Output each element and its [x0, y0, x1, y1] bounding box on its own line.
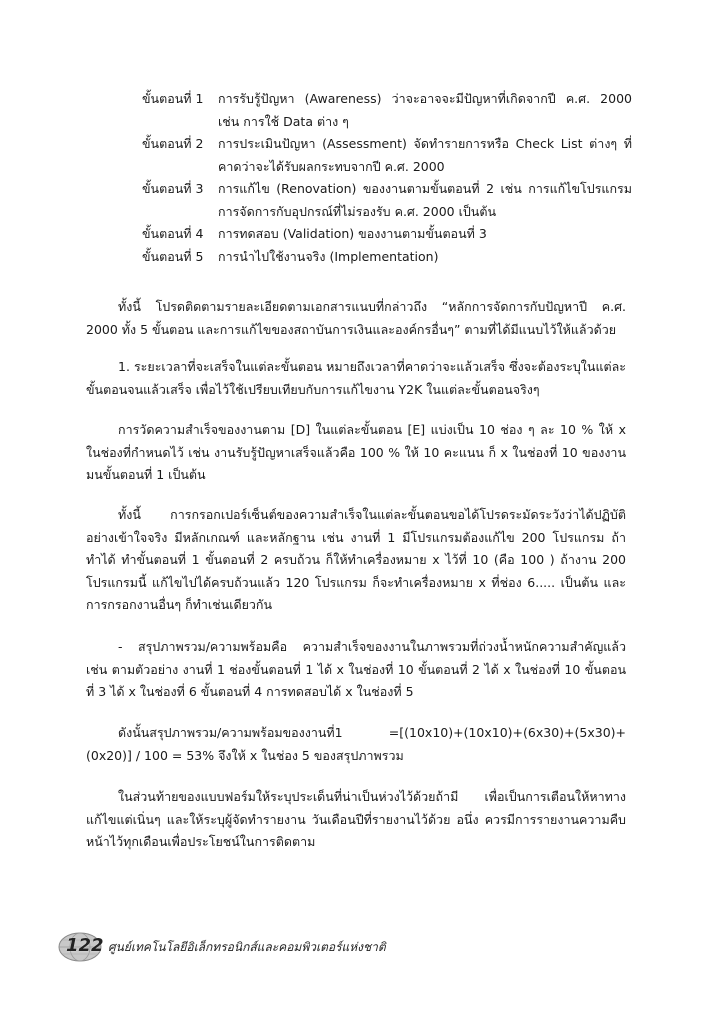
step-text: การรับรู้ปัญหา (Awareness) ว่าจะอาจจะมีปัญหาที่เกิดจากปี ค.ศ. 2000 เช่น การใช้ Data ต่าง ๆ: [218, 91, 632, 129]
step-item: [142, 178, 632, 223]
paragraph-summary-definition: - สรุปภาพรวม/ความพร้อมคือ ความสำเร็จของงานในภาพรวมที่ถ่วงน้ำหนักความสำคัญแล้ว เช่น ตามตัวอย่าง งานที่ 1 ช่องขั้นตอนที่ 1 ได้ x ในช่องที่ 10 ขั้นตอนที่ 2 ได้ x ในช่องที่ 10 ขั้นตอนที่ 3 ได้ x ในช่องที่ 6 ขั้นตอนที่ 4 การทดสอบได้ x ในช่องที่ 5: [86, 639, 626, 699]
step-label: ขั้นตอนที่ 1: [142, 91, 204, 106]
step-list: [142, 88, 632, 268]
paragraph-percentage-note: ทั้งนี้ การกรอกเปอร์เซ็นต์ของความสำเร็จในแต่ละขั้นตอนขอได้โปรดระมัดระวังว่าได้ปฏิบัติอย่างเข้าใจจริง มีหลักเกณฑ์ และหลักฐาน เช่น งานที่ 1 มีโปรแกรมต้องแก้ไข 200 โปรแกรม ถ้าทำได้ ทำขั้นตอนที่ 1 ขั้นตอนที่ 2 ครบถ้วน ก็ให้ทำเครื่องหมาย x ไว้ที่ 10 (คือ 100 ) ถ้างาน 200 โปรแกรมนี้ แก้ไขไปได้ครบถ้วนแล้ว 120 โปรแกรม ก็จะทำเครื่องหมาย x ที่ช่อง 6..... เป็นต้น และการกรอกงานอื่นๆ ก็ทำเช่นเดียวกัน: [86, 507, 626, 612]
step-label: ขั้นตอนที่ 3: [142, 181, 204, 196]
step-item: [142, 223, 632, 246]
step-text: การแก้ไข (Renovation) ของงานตามขั้นตอนที่ 2 เช่น การแก้ไขโปรแกรม การจัดการกับอุปกรณ์ที่ไม่รองรับ ค.ศ. 2000 เป็นต้น: [218, 181, 632, 219]
step-label: ขั้นตอนที่ 4: [142, 226, 204, 241]
paragraph-reference: ทั้งนี้ โปรดติดตามรายละเอียดตามเอกสารแนบที่กล่าวถึง “หลักการจัดการกับปัญหาปี ค.ศ. 2000 ทั้ง 5 ขั้นตอน และการแก้ไขของสถาบันการเงินและองค์กรอื่นๆ” ตามที่ได้มีแนบไว้ให้แล้วด้วย: [86, 299, 626, 337]
step-item: [142, 133, 632, 178]
paragraph-timeline: 1. ระยะเวลาที่จะเสร็จในแต่ละขั้นตอน หมายถึงเวลาที่คาดว่าจะแล้วเสร็จ ซึ่งจะต้องระบุในแต่ละขั้นตอนจนแล้วเสร็จ เพื่อไว้ใช้เปรียบเทียบกับการแก้ไขงาน Y2K ในแต่ละขั้นตอนจริงๆ: [86, 359, 626, 397]
paragraph-measurement: การวัดความสำเร็จของงานตาม [D] ในแต่ละขั้นตอน [E] แบ่งเป็น 10 ช่อง ๆ ละ 10 % ให้ x ในช่องที่กำหนดไว้ เช่น งานรับรู้ปัญหาเสร็จแล้วคือ 100 % ให้ 10 คะแนน ก็ x ในช่องที่ 10 ของงานมนขั้นตอนที่ 1 เป็นต้น: [86, 422, 626, 482]
paragraph-closing-note: ในส่วนท้ายของแบบฟอร์มให้ระบุประเด็นที่น่าเป็นห่วงไว้ด้วยถ้ามี เพื่อเป็นการเตือนให้หาทางแก้ไขแต่เนิ่นๆ และให้ระบุผู้จัดทำรายงาน วันเดือนปีที่รายงานไว้ด้วย อนึ่ง ควรมีการรายงานความคืบหน้าไว้ทุกเดือนเพื่อประโยชน์ในการติดตาม: [86, 789, 626, 849]
step-label: ขั้นตอนที่ 2: [142, 136, 204, 151]
step-label: ขั้นตอนที่ 5: [142, 248, 204, 264]
page-footer: [58, 932, 386, 962]
step-item: [142, 246, 632, 269]
page-number-badge: [58, 932, 104, 962]
step-item: [142, 88, 632, 133]
page-number: 122: [66, 935, 104, 956]
step-text: การประเมินปัญหา (Assessment) จัดทำรายการหรือ Check List ต่างๆ ที่คาดว่าจะได้รับผลกระทบจากปี ค.ศ. 2000: [218, 136, 632, 174]
step-text: การนำไปใช้งานจริง (Implementation): [218, 248, 439, 264]
step-text: การทดสอบ (Validation) ของงานตามขั้นตอนที่ 3: [218, 226, 487, 241]
paragraph-summary-formula: ดังนั้นสรุปภาพรวม/ความพร้อมของงานที่1 =[(10x10)+(10x10)+(6x30)+(5x30)+(0x20)] / 100 = 53% จึงให้ x ในช่อง 5 ของสรุปภาพรวม: [86, 725, 626, 763]
organization-name: ศูนย์เทคโนโลยีอิเล็กทรอนิกส์และคอมพิวเตอร์แห่งชาติ: [108, 939, 386, 954]
